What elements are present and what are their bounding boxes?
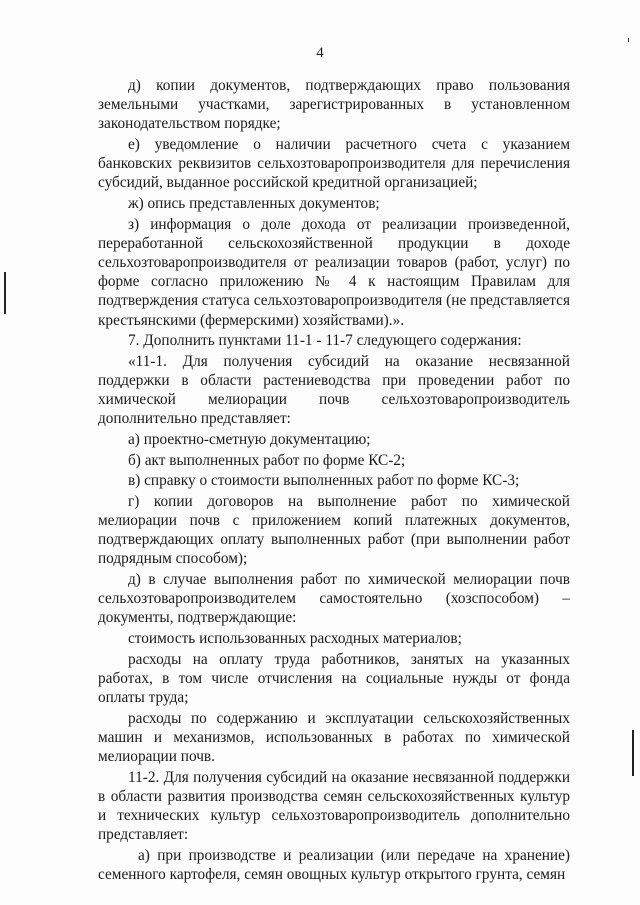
paragraph-a-seed-potatoes: а) при производстве и реализации (или передаче на хранение) семенного картофеля, семян овощных культур открытого грунта, семян (98, 846, 570, 883)
paragraph-a-design-docs: а) проектно-сметную документацию; (128, 431, 371, 448)
scan-edge-mark-right-top (628, 38, 629, 42)
scan-edge-mark-left (4, 272, 6, 314)
paragraph-11-1: «11-1. Для получения субсидий на оказание несвязанной поддержки в области растениеводства при проведении работ по химической мелиорации почв сельхозтоваропроизводитель дополнительно представляет: (98, 352, 570, 428)
paragraph-11-2: 11-2. Для получения субсидий на оказание несвязанной поддержки в области развития производства семян сельскохозяйственных культур и технических культур сельхозтоваропроизводитель дополнительно представляет: (98, 768, 570, 844)
paragraph-zh-document-list: ж) опись представленных документов; (128, 195, 380, 212)
page-number: 4 (316, 45, 324, 61)
document-body (98, 76, 570, 886)
paragraph-machinery-costs: расходы по содержанию и эксплуатации сельскохозяйственных машин и механизмов, использованных в работах по химической мелиорации почв. (98, 709, 570, 765)
paragraph-d-own-works: д) в случае выполнения работ по химической мелиорации почв сельхозтоваропроизводителем самостоятельно (хозспособом) – документы, подтверждающие: (98, 570, 570, 627)
paragraph-materials-cost: стоимость использованных расходных материалов; (128, 629, 462, 647)
paragraph-z-income-share: з) информация о доле дохода от реализации произведенной, переработанной сельскохозяйственной продукции в доходе сельхозтоваропроизводителя от реализации товаров (работ, услуг) по форме согласно приложению № 4 к настоящим Правилам для подтверждения статуса сельхозтоваропроизводителя (не представляется крестьянскими (фермерскими) хозяйствами).». (98, 215, 570, 329)
paragraph-labor-costs: расходы на оплату труда работников, занятых на указанных работах, в том числе отчисления на социальные нужды от фонда оплаты труда; (98, 650, 570, 706)
paragraph-v-ks3-certificate: в) справку о стоимости выполненных работ по форме КС-3; (128, 472, 520, 490)
paragraph-g-contracts: г) копии договоров на выполнение работ по химической мелиорации почв с приложением копий платежных документов, подтверждающих оплату выполненных работ (при выполнении работ подрядным способом); (98, 492, 570, 568)
paragraph-b-ks2-act: б) акт выполненных работ по форме КС-2; (128, 451, 406, 469)
paragraph-item-7: 7. Дополнить пунктами 11-1 - 11-7 следующего содержания: (128, 332, 522, 350)
scan-edge-mark-right (632, 730, 634, 776)
paragraph-e-bank-account: е) уведомление о наличии расчетного счета с указанием банковских реквизитов сельхозтоваропроизводителя для перечисления субсидий, выданное российской кредитной организацией; (98, 136, 570, 192)
paragraph-d-land-documents: д) копии документов, подтверждающих право пользования земельными участками, зарегистрированных в установленном законодательством порядке; (98, 77, 570, 133)
